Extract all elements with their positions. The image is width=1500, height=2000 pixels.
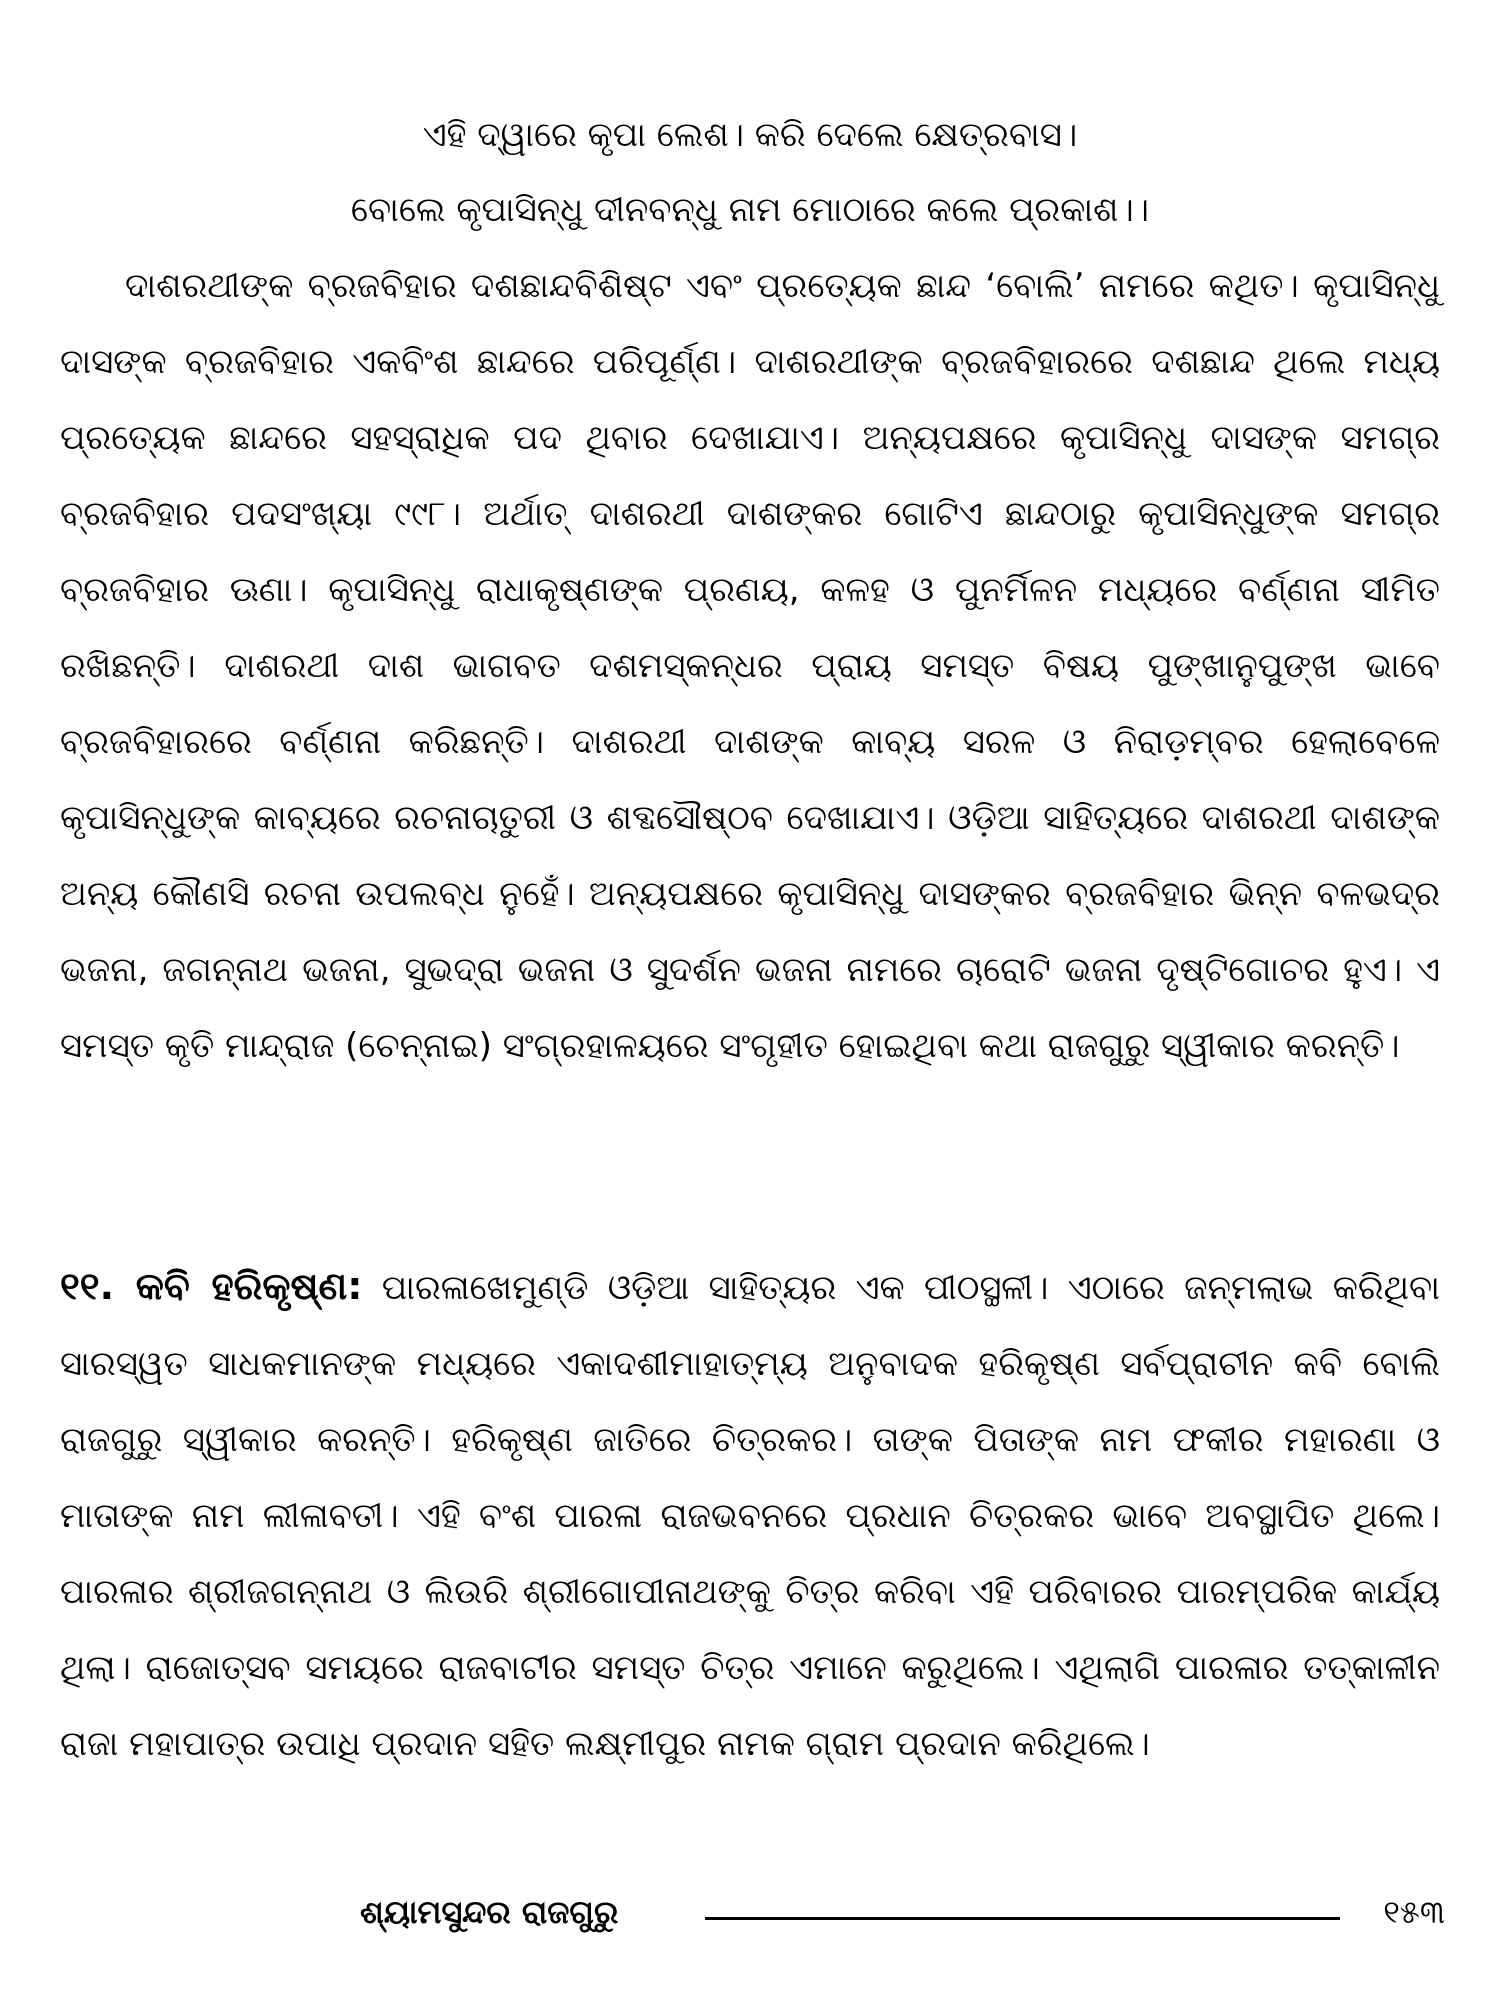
verse-line-2: ବୋଲେ କୃପାସିନ୍ଧୁ ଦୀନବନ୍ଧୁ ନାମ ମୋଠାରେ କଲେ ପ୍ରକାଶ।।: [350, 190, 1150, 230]
body-paragraph-2: [60, 1248, 1440, 1782]
page-footer: [360, 1885, 1445, 1945]
footer-author: ଶ୍ୟାମସୁନ୍ଦର ରାଜଗୁରୁ: [360, 1893, 619, 1931]
verse-line-1: ଏହି ଦ୍ୱାରେ କୃପା ଲେଶ। କରି ଦେଲେ କ୍ଷେତ୍ରବାସ।: [422, 115, 1078, 155]
section-heading: ୧୧. କବି ହରିକୃଷ୍ଣ:: [60, 1264, 363, 1308]
page-number: ୧୫୩: [1383, 1893, 1445, 1931]
section-body-text: ପାରଳାଖେମୁଣ୍ଡି ଓଡ଼ିଆ ସାହିତ୍ୟର ଏକ ପୀଠସ୍ଥଳୀ। ଏଠାରେ ଜନ୍ମଲାଭ କରିଥିବା ସାରସ୍ୱତ ସାଧକମାନଙ୍କ ମଧ୍ୟରେ ଏକାଦଶୀମାହାତ୍ମ୍ୟ ଅନୁବାଦକ ହରିକୃଷ୍ଣ ସର୍ବପ୍ରାଚୀନ କବି ବୋଲି ରାଜଗୁରୁ ସ୍ୱୀକାର କରନ୍ତି। ହରିକୃଷ୍ଣ ଜାତିରେ ଚିତ୍ରକର। ତାଙ୍କ ପିତାଙ୍କ ନାମ ଫକୀର ମହାରଣା ଓ ମାତାଙ୍କ ନାମ ଲୀଳାବତୀ। ଏହି ବଂଶ ପାରଳା ରାଜଭବନରେ ପ୍ରଧାନ ଚିତ୍ରକର ଭାବେ ଅବସ୍ଥାପିତ ଥିଲେ। ପାରଳାର ଶ୍ରୀଜଗନ୍ନାଥ ଓ ଲିଉରି ଶ୍ରୀଗୋପୀନାଥଙ୍କୁ ଚିତ୍ର କରିବା ଏହି ପରିବାରର ପାରମ୍ପରିକ କାର୍ଯ୍ୟ ଥିଲା। ରାଜୋତ୍ସବ ସମୟରେ ରାଜବାଟୀର ସମସ୍ତ ଚିତ୍ର ଏମାନେ କରୁଥିଲେ। ଏଥିଲାଗି ପାରଳାର ତତ୍କାଳୀନ ରାଜା ମହାପାତ୍ର ଉପାଧି ପ୍ରଦାନ ସହିତ ଲକ୍ଷ୍ମୀପୁର ନାମକ ଗ୍ରାମ ପ୍ରଦାନ କରିଥିଲେ।: [60, 1268, 1441, 1764]
body-paragraph-1: ଦାଶରଥୀଙ୍କ ବ୍ରଜବିହାର ଦଶଛାନ୍ଦବିଶିଷ୍ଟ ଏବଂ ପ୍ରତ୍ୟେକ ଛାନ୍ଦ ‘ବୋଲି’ ନାମରେ କଥିତ। କୃପାସିନ୍ଧୁ ଦାସଙ୍କ ବ୍ରଜବିହାର ଏକବିଂଶ ଛାନ୍ଦରେ ପରିପୂର୍ଣ୍ଣ। ଦାଶରଥୀଙ୍କ ବ୍ରଜବିହାରରେ ଦଶଛାନ୍ଦ ଥିଲେ ମଧ୍ୟ ପ୍ରତ୍ୟେକ ଛାନ୍ଦରେ ସହସ୍ରାଧିକ ପଦ ଥିବାର ଦେଖାଯାଏ। ଅନ୍ୟପକ୍ଷରେ କୃପାସିନ୍ଧୁ ଦାସଙ୍କ ସମଗ୍ର ବ୍ରଜବିହାର ପଦସଂଖ୍ୟା ୯୯୮। ଅର୍ଥାତ୍ ଦାଶରଥୀ ଦାଶଙ୍କର ଗୋଟିଏ ଛାନ୍ଦଠାରୁ କୃପାସିନ୍ଧୁଙ୍କ ସମଗ୍ର ବ୍ରଜବିହାର ଊଣା। କୃପାସିନ୍ଧୁ ରାଧାକୃଷ୍ଣଙ୍କ ପ୍ରଣୟ, କଳହ ଓ ପୁନର୍ମିଳନ ମଧ୍ୟରେ ବର୍ଣ୍ଣନା ସୀମିତ ରଖିଛନ୍ତି। ଦାଶରଥୀ ଦାଶ ଭାଗବତ ଦଶମସ୍କନ୍ଧର ପ୍ରାୟ ସମସ୍ତ ବିଷୟ ପୁଙ୍ଖାନୁପୁଙ୍ଖ ଭାବେ ବ୍ରଜବିହାରରେ ବର୍ଣ୍ଣନା କରିଛନ୍ତି। ଦାଶରଥୀ ଦାଶଙ୍କ କାବ୍ୟ ସରଳ ଓ ନିରାଡ଼ମ୍ବର ହେଲାବେଳେ କୃପାସିନ୍ଧୁଙ୍କ କାବ୍ୟରେ ରଚନାଚାତୁରୀ ଓ ଶବ୍ଦସୌଷ୍ଠବ ଦେଖାଯାଏ। ଓଡ଼ିଆ ସାହିତ୍ୟରେ ଦାଶରଥୀ ଦାଶଙ୍କ ଅନ୍ୟ କୌଣସି ରଚନା ଉପଲବ୍ଧ ନୁହେଁ। ଅନ୍ୟପକ୍ଷରେ କୃପାସିନ୍ଧୁ ଦାସଙ୍କର ବ୍ରଜବିହାର ଭିନ୍ନ ବଳଭଦ୍ର ଭଜନା, ଜଗନ୍ନାଥ ଭଜନା, ସୁଭଦ୍ରା ଭଜନା ଓ ସୁଦର୍ଶନ ଭଜନା ନାମରେ ଚାରୋଟି ଭଜନା ଦୃଷ୍ଟିଗୋଚର ହୁଏ। ଏ ସମସ୍ତ କୃତି ମାନ୍ଦ୍ରାଜ (ଚେନ୍ନାଇ) ସଂଗ୍ରହାଳୟରେ ସଂଗୃହୀତ ହୋଇଥିବା କଥା ରାଜଗୁରୁ ସ୍ୱୀକାର କରନ୍ତି।: [60, 266, 1440, 1066]
footer-rule: [705, 1917, 1340, 1920]
